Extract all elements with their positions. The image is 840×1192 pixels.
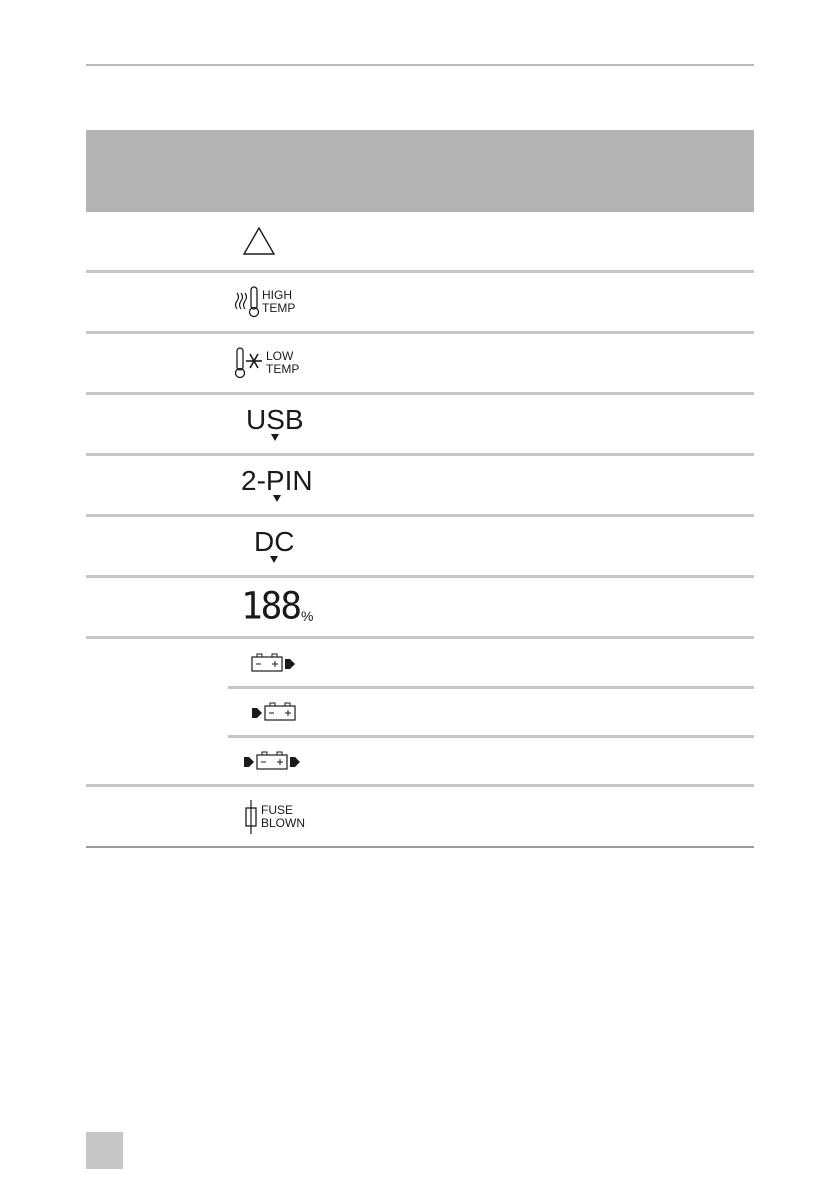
seven-segment-percent-icon <box>241 578 313 636</box>
low-temp-line1: LOW <box>266 349 294 363</box>
battery-charging-icon <box>250 689 298 735</box>
high-temp-thermometer-icon <box>234 273 295 331</box>
display-symbol-table <box>86 130 754 848</box>
table-header <box>86 130 754 212</box>
table-row-2pin <box>86 456 754 517</box>
percent-unit: % <box>301 608 314 624</box>
top-rule <box>86 64 754 66</box>
low-temp-thermometer-icon <box>234 334 299 392</box>
fuse-line1: FUSE <box>261 802 294 817</box>
battery-subrow-3 <box>86 738 754 784</box>
fuse-line2: BLOWN <box>261 815 306 830</box>
usb-label: USB <box>246 404 304 435</box>
table-row-low-temp <box>86 334 754 395</box>
table-row-fuse-blown <box>86 787 754 848</box>
down-triangle-icon <box>273 495 281 502</box>
battery-subrow-2 <box>86 689 754 735</box>
fuse-blown-icon <box>244 787 305 846</box>
battery-pass-through-icon <box>242 738 304 784</box>
usb-output-icon <box>246 395 304 453</box>
two-pin-label: 2-PIN <box>241 465 313 496</box>
high-temp-line2: TEMP <box>262 301 296 315</box>
table-row-usb <box>86 395 754 456</box>
table-row-percentage <box>86 578 754 639</box>
dc-output-icon <box>254 517 294 575</box>
battery-discharging-icon <box>250 639 298 687</box>
page-number-box <box>86 1132 123 1169</box>
high-temp-line1: HIGH <box>262 288 292 302</box>
down-triangle-icon <box>271 434 279 441</box>
table-row-dc <box>86 517 754 578</box>
battery-subrow-1 <box>86 639 754 687</box>
down-triangle-icon <box>270 556 278 563</box>
warning-triangle-icon <box>242 212 276 270</box>
table-row-battery-group <box>86 639 754 787</box>
two-pin-output-icon <box>241 456 313 514</box>
table-row-high-temp <box>86 273 754 334</box>
table-row-warning <box>86 212 754 273</box>
low-temp-line2: TEMP <box>266 362 300 376</box>
dc-label: DC <box>254 526 295 557</box>
segment-digits: 188 <box>241 584 301 628</box>
